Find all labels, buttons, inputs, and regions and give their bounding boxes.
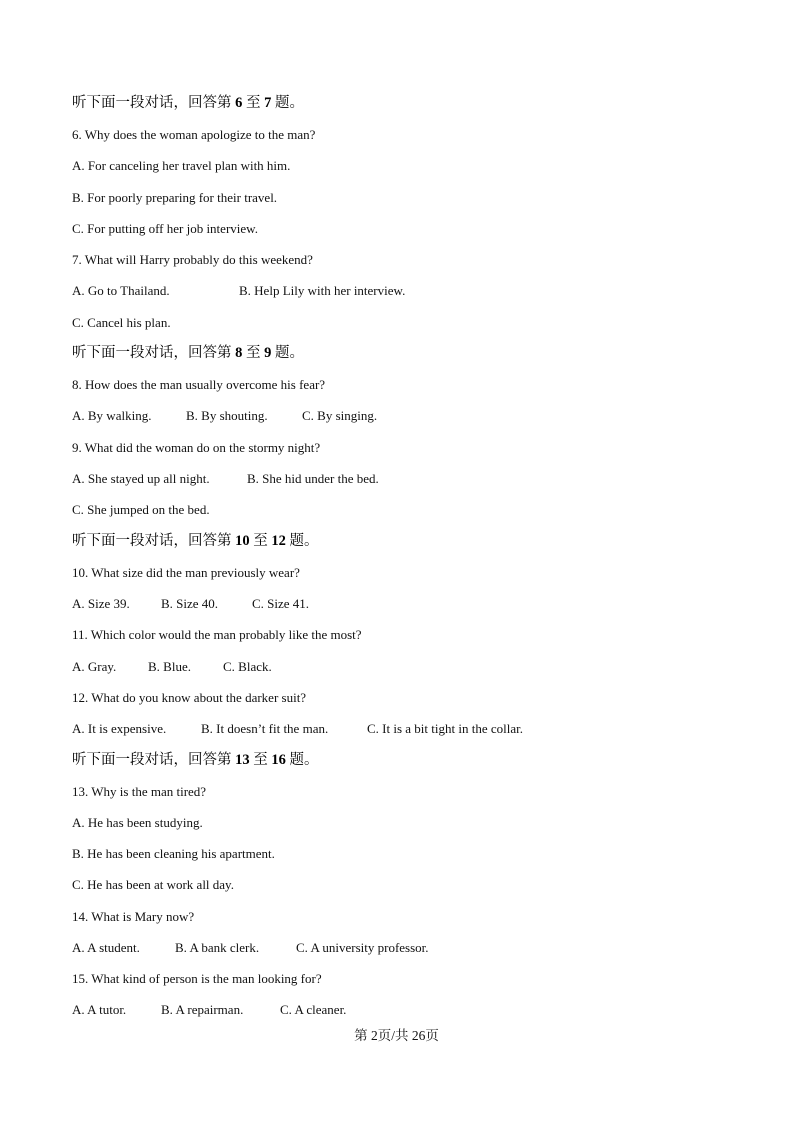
question-number: 12 [271,533,286,549]
q12-option-c: C. It is a bit tight in the collar. [367,721,523,736]
q10-option-b: B. Size 40. [161,596,219,611]
section-header [72,94,304,112]
q7-option-c: C. Cancel his plan. [72,315,171,330]
section-header [72,344,304,362]
section-header [72,751,319,769]
question-number: 13 [235,752,250,768]
question-number: 16 [271,752,286,768]
section-header-text: 至 [246,95,261,111]
question-15: 15. What kind of person is the man looking for? [72,971,322,986]
q10-option-a: A. Size 39. [72,596,130,611]
q12-option-b: B. It doesn’t fit the man. [201,721,329,736]
question-number: 9 [264,345,272,361]
section-header-text: 听下面一段对话，回答第 [72,533,232,549]
question-6: 6. Why does the woman apologize to the man? [72,127,316,142]
q13-option-b: B. He has been cleaning his apartment. [72,846,275,861]
q8-options-row [72,407,377,425]
q9-option-b: B. She hid under the bed. [247,471,379,486]
question-13: 13. Why is the man tired? [72,784,207,799]
q12-options-row [72,720,523,738]
q7-option-a: A. Go to Thailand. [72,283,170,298]
q15-option-a: A. A tutor. [72,1002,127,1017]
question-number: 7 [264,95,272,111]
q9-option-a: A. She stayed up all night. [72,471,210,486]
q11-option-b: B. Blue. [148,659,191,674]
q8-option-c: C. By singing. [302,408,378,423]
section-header-text: 题。 [289,533,319,549]
section-header-text: 至 [253,533,268,549]
section-header-text: 题。 [275,345,304,361]
section-header-text: 题。 [289,752,319,768]
section-header-text: 至 [246,345,261,361]
q15-options-row [72,1001,346,1019]
page-footer: 第 2页/共 26页 [354,1028,439,1043]
q8-option-b: B. By shouting. [186,408,268,423]
question-9: 9. What did the woman do on the stormy night? [72,440,321,455]
question-number: 6 [235,95,243,111]
q6-option-b: B. For poorly preparing for their travel. [72,190,278,205]
question-8: 8. How does the man usually overcome his fear? [72,377,326,392]
question-14: 14. What is Mary now? [72,909,195,924]
q7-options-row [72,282,405,300]
q15-option-c: C. A cleaner. [280,1002,347,1017]
q11-options-row [72,658,272,676]
q9-option-c: C. She jumped on the bed. [72,502,210,517]
q14-option-a: A. A student. [72,940,140,955]
question-12: 12. What do you know about the darker suit? [72,690,307,705]
q9-options-row [72,470,379,488]
section-header-text: 至 [253,752,268,768]
section-header [72,532,319,550]
q6-option-c: C. For putting off her job interview. [72,221,258,236]
q13-option-a: A. He has been studying. [72,815,203,830]
question-11: 11. Which color would the man probably like the most? [72,627,362,642]
q6-option-a: A. For canceling her travel plan with him. [72,158,291,173]
question-7: 7. What will Harry probably do this weekend? [72,252,313,267]
question-number: 10 [235,533,250,549]
q14-options-row [72,939,429,957]
section-header-text: 听下面一段对话，回答第 [72,95,232,111]
q7-option-b: B. Help Lily with her interview. [239,283,406,298]
section-header-text: 题。 [275,95,304,111]
question-10: 10. What size did the man previously wear? [72,565,300,580]
q12-option-a: A. It is expensive. [72,721,167,736]
section-header-text: 听下面一段对话，回答第 [72,345,232,361]
q13-option-c: C. He has been at work all day. [72,877,234,892]
q14-option-c: C. A university professor. [296,940,429,955]
q11-option-c: C. Black. [223,659,272,674]
q15-option-b: B. A repairman. [161,1002,244,1017]
q14-option-b: B. A bank clerk. [175,940,260,955]
q10-option-c: C. Size 41. [252,596,310,611]
q8-option-a: A. By walking. [72,408,152,423]
q10-options-row [72,595,309,613]
question-number: 8 [235,345,243,361]
section-header-text: 听下面一段对话，回答第 [72,752,232,768]
q11-option-a: A. Gray. [72,659,117,674]
